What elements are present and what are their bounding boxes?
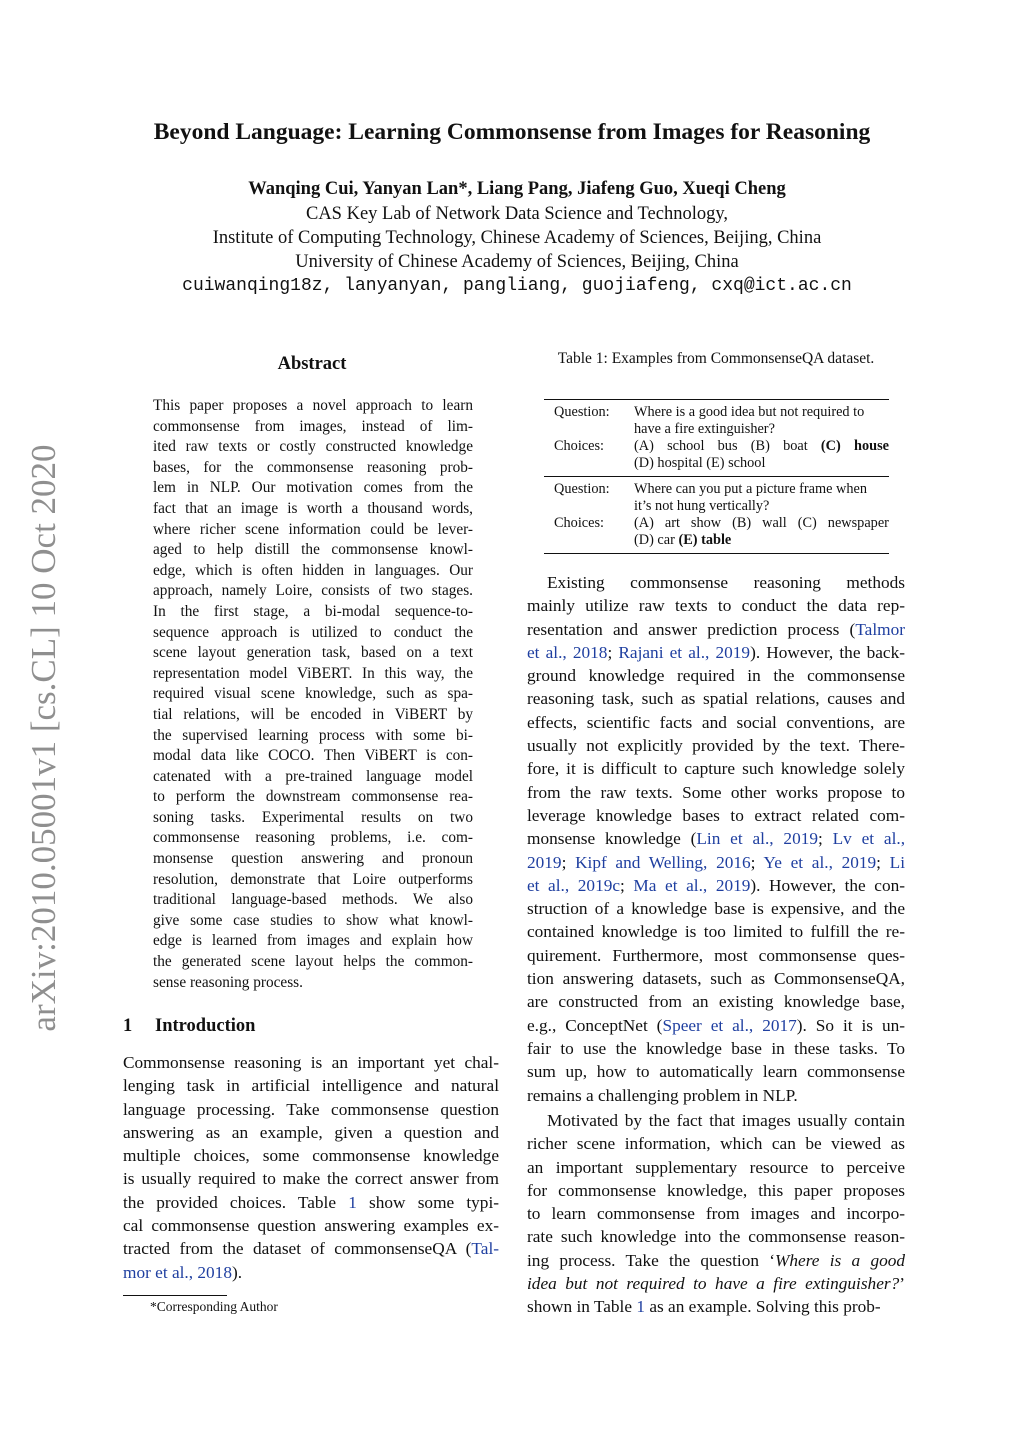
text-line: sequence approach is utilized to conduct the	[153, 623, 473, 641]
section-title: Introduction	[155, 1016, 256, 1036]
choice-token: school	[667, 438, 705, 454]
text-line: scene layout generation task, based on a text	[153, 644, 473, 662]
text-run	[569, 876, 578, 895]
text-line	[123, 1074, 499, 1097]
table-example	[544, 400, 889, 476]
text-line	[123, 1261, 499, 1284]
table-bottom-rule	[544, 553, 889, 554]
citation-link[interactable]: Ye et al.,	[763, 852, 833, 872]
table-row	[544, 404, 889, 438]
text-run: as an example. Solving this prob-	[645, 1297, 881, 1317]
text-run	[707, 853, 716, 872]
text-line	[527, 711, 905, 734]
text-line: In the first stage, a bi-modal sequence-to-	[153, 602, 473, 620]
correct-choice-answer: (E) table	[678, 532, 732, 548]
text-run: multiple choices, some commonsense knowledge	[123, 1146, 499, 1166]
text-run: sum up, how to automatically learn commonsense	[527, 1062, 905, 1082]
citation-link[interactable]: Lin et al.,	[696, 829, 774, 849]
text-line	[123, 1144, 499, 1167]
text-line	[527, 920, 905, 943]
text-line: edge, which is often hidden in languages. Our	[153, 561, 473, 579]
text-run: the provided choices. Table	[123, 1192, 349, 1212]
citation-link[interactable]: 2018	[572, 642, 608, 662]
text-run: ). So it is un-	[796, 1015, 905, 1035]
affiliation-line: University of Chinese Academy of Sciences, Beijing, China	[295, 252, 739, 272]
text-run: richer scene information, which can be viewed as	[527, 1134, 905, 1154]
text-run: ;	[817, 829, 833, 849]
text-run: is usually required to make the correct answer from	[123, 1169, 499, 1189]
citation-link[interactable]: Speer et al.,	[662, 1015, 754, 1035]
choices-text	[634, 515, 889, 549]
text-line	[527, 1156, 905, 1179]
footnote-divider	[123, 1295, 227, 1296]
text-line	[527, 1272, 905, 1295]
text-run: usually not explicitly provided by the text. There-	[527, 736, 905, 756]
text-run: mainly utilize raw texts to conduct the data rep-	[527, 596, 905, 616]
text-run: ).	[231, 1262, 243, 1282]
question-text	[634, 481, 889, 515]
text-run: Motivated by the fact that images usually contain	[547, 1111, 905, 1130]
text-run: effects, scientific facts and social conventions, are	[527, 712, 905, 732]
text-run: tracted from the dataset of commonsenseQA (	[123, 1239, 472, 1259]
text-line	[527, 1179, 905, 1202]
text-line	[527, 1225, 905, 1248]
text-line	[527, 1037, 905, 1060]
text-line	[527, 571, 905, 594]
text-run: lenging task in artificial intelligence and natural	[123, 1076, 499, 1096]
text-line	[123, 1237, 499, 1260]
text-line: sense reasoning process.	[153, 973, 303, 991]
text-line: resolution, demonstrate that Loire outperforms	[153, 870, 473, 888]
correct-choice-answer: house	[854, 438, 889, 454]
text-line	[527, 874, 905, 897]
table-row	[544, 481, 889, 515]
text-line	[527, 687, 905, 710]
text-run: an important supplementary resource to perceive	[527, 1157, 905, 1177]
choices-line	[634, 438, 889, 455]
text-run: answering as an example, given a question and	[123, 1122, 499, 1142]
body-paragraph	[527, 571, 905, 1107]
text-run: shown in Table	[527, 1297, 637, 1317]
text-line: required visual scene knowledge, such as spa-	[153, 685, 473, 703]
text-run: ). However, the con-	[750, 875, 906, 895]
introduction-paragraph	[123, 1051, 499, 1284]
question-line: have a fire extinguisher?	[634, 421, 775, 437]
text-line	[527, 594, 905, 617]
abstract-body	[153, 396, 473, 993]
text-line	[527, 1295, 905, 1318]
text-line	[527, 1014, 905, 1037]
citation-link[interactable]: Lv et al.,	[832, 829, 906, 849]
text-line: aged to help distill the commonsense knowl-	[153, 541, 473, 559]
text-line	[123, 1121, 499, 1144]
citation-link[interactable]: 1	[636, 1297, 645, 1317]
question-line: Where is a good idea but not required to	[634, 404, 865, 420]
text-line	[527, 1109, 905, 1132]
text-line	[527, 944, 905, 967]
citation-link[interactable]: 2018	[197, 1262, 232, 1282]
text-run: leverage knowledge bases to extract related com-	[527, 805, 905, 825]
citation-link[interactable]: 1	[348, 1192, 357, 1212]
citation-link[interactable]: 2019	[783, 829, 818, 849]
text-line	[527, 804, 905, 827]
question-label: Question:	[554, 404, 610, 420]
text-run: ’	[899, 1274, 905, 1294]
text-line	[527, 851, 905, 874]
text-line	[527, 897, 905, 920]
question-line: Where can you put a picture frame when	[634, 481, 868, 497]
choice-token: wall	[762, 515, 787, 531]
text-run: ;	[561, 852, 576, 872]
choice-token: (C)	[797, 515, 817, 531]
choice-token: art	[664, 515, 680, 531]
abstract-heading: Abstract	[277, 354, 347, 374]
question-line: it’s not hung vertically?	[634, 498, 770, 514]
text-line	[527, 1060, 905, 1083]
text-line: edge is learned from images and explain how	[153, 932, 473, 950]
text-line	[527, 1202, 905, 1225]
choice-token: newspaper	[827, 515, 889, 531]
text-run: reasoning task, such as spatial relations, causes and	[527, 689, 905, 709]
text-line: modal data like COCO. Then ViBERT is con-	[153, 747, 473, 765]
affiliation-line: CAS Key Lab of Network Data Science and Technology,	[305, 204, 729, 224]
text-run: tion answering datasets, such as CommonsenseQA,	[527, 969, 905, 989]
text-line: soning tasks. Experimental results on two	[153, 808, 473, 826]
text-line: the generated scene layout helps the common-	[153, 953, 473, 971]
text-run	[753, 1016, 762, 1035]
citation-link[interactable]: Li	[889, 852, 906, 872]
table-caption: Table 1: Examples from CommonsenseQA dataset.	[557, 350, 875, 367]
citation-link[interactable]: 2019	[527, 852, 562, 872]
text-run: language processing. Take commonsense question	[123, 1099, 499, 1119]
citation-link[interactable]: Ma et al.,	[633, 875, 708, 895]
text-run: rate such knowledge into the commonsense reason-	[527, 1227, 905, 1247]
paper-authors: Wanqing Cui, Yanyan Lan*, Liang Pang, Jiafeng Guo, Xueqi Cheng	[248, 179, 786, 199]
choices-line: (D) hospital (E) school	[634, 455, 766, 471]
citation-link[interactable]: 2019c	[577, 875, 621, 895]
text-line	[527, 618, 905, 641]
text-line: approach, namely Loire, consists of two stages.	[153, 582, 473, 600]
emphasized-text: Where is a good	[775, 1250, 906, 1270]
text-line	[123, 1191, 499, 1214]
citation-link[interactable]: mor et al.,	[123, 1262, 194, 1282]
text-run: from the raw texts. Some other works propose to	[527, 782, 905, 802]
text-run	[774, 829, 784, 848]
choice-token: (D) car	[634, 532, 679, 548]
text-run: for commonsense knowledge, this paper proposes	[527, 1180, 905, 1200]
text-line	[123, 1051, 499, 1074]
text-run: fore, it is difficult to capture such knowledge solely	[527, 759, 905, 779]
text-run: quirement. Furthermore, most commonsense ques-	[527, 945, 905, 965]
table-example	[544, 477, 889, 553]
text-line: representation model ViBERT. In this way, the	[153, 664, 473, 682]
text-line	[527, 1132, 905, 1155]
text-line	[123, 1214, 499, 1237]
text-line	[527, 1084, 905, 1107]
text-run: struction of a knowledge base is expensive, and the	[527, 899, 905, 919]
choice-token: show	[690, 515, 722, 531]
citation-link[interactable]: 2019	[715, 875, 751, 895]
question-label: Question:	[554, 481, 610, 497]
citation-link[interactable]: 2019	[841, 852, 877, 872]
text-line	[527, 641, 905, 664]
text-line	[527, 734, 905, 757]
text-line: traditional language-based methods. We also	[153, 891, 473, 909]
text-run: ;	[607, 642, 619, 662]
text-line: where richer scene information could be lever-	[153, 520, 473, 538]
text-line: bases, for the commonsense reasoning prob-	[153, 458, 473, 476]
footnote: *Corresponding Author	[150, 1299, 278, 1314]
choices-line	[634, 515, 889, 532]
choices-label: Choices:	[554, 438, 605, 454]
text-line	[123, 1167, 499, 1190]
table-row	[544, 438, 889, 472]
text-run: ground knowledge required in the commonsense	[527, 666, 905, 686]
citation-link[interactable]: 2019	[715, 642, 751, 662]
section-number: 1	[123, 1016, 133, 1036]
text-run: Commonsense reasoning is an important yet chal-	[123, 1053, 499, 1072]
choice-token: (B)	[750, 438, 770, 454]
text-line: commonsense reasoning problems, i.e. com-	[153, 829, 473, 847]
text-run	[707, 876, 716, 895]
text-run: cal commonsense question answering examples ex-	[123, 1216, 499, 1236]
choices-text	[634, 438, 889, 472]
choices-line	[634, 532, 889, 549]
text-line: to perform the downstream commonsense rea-	[153, 788, 473, 806]
correct-choice-marker: (C)	[820, 438, 841, 454]
citation-link[interactable]: 2016	[716, 852, 751, 872]
text-line: catenated with a pre-trained language model	[153, 767, 473, 785]
paper-title: Beyond Language: Learning Commonsense from Images for Reasoning	[153, 119, 871, 145]
text-line	[527, 990, 905, 1013]
text-line	[527, 757, 905, 780]
text-line: ited raw texts or costly constructed knowledge	[153, 438, 473, 456]
citation-link[interactable]: 2017	[762, 1015, 797, 1035]
qa-examples-table	[544, 399, 889, 554]
text-run: ing process. Take the question ‘	[527, 1250, 776, 1270]
text-run: ). However, the back-	[750, 642, 905, 662]
text-run	[833, 853, 842, 872]
text-line	[527, 827, 905, 850]
question-text	[634, 404, 889, 438]
text-line: This paper proposes a novel approach to learn	[153, 397, 473, 414]
author-emails: cuiwanqing18z, lanyanyan, pangliang, guojiafeng, cxq@ict.ac.cn	[182, 276, 852, 296]
emphasized-text: idea but not required to have a fire extinguisher?	[527, 1274, 900, 1294]
citation-link[interactable]: Rajani et al.,	[618, 642, 710, 662]
citation-link[interactable]: et al.,	[527, 642, 567, 662]
body-paragraph	[527, 1109, 905, 1319]
text-run: ;	[620, 875, 634, 895]
text-run: show some typi-	[356, 1192, 499, 1212]
choice-token: bus	[717, 438, 738, 454]
citation-link[interactable]: Talmor	[855, 619, 905, 639]
text-run: remains a challenging problem in NLP.	[527, 1085, 798, 1105]
citation-link[interactable]: Tal-	[471, 1239, 499, 1259]
citation-link[interactable]: Kipf and Welling,	[575, 852, 708, 872]
text-line: tial relations, will be encoded in ViBERT by	[153, 705, 473, 723]
text-run: are constructed from an existing knowledge base,	[527, 992, 905, 1012]
text-run: ;	[876, 852, 890, 872]
text-line	[527, 664, 905, 687]
text-run: to learn commonsense from images and incorpo-	[527, 1204, 905, 1224]
text-line	[527, 967, 905, 990]
text-run: contained knowledge is too limited to fulfill the re-	[527, 922, 905, 942]
text-line	[527, 781, 905, 804]
choices-label: Choices:	[554, 515, 605, 531]
text-run: Existing commonsense reasoning methods	[547, 573, 905, 592]
table-row	[544, 515, 889, 549]
text-line: the supervised learning process with some bi-	[153, 726, 473, 744]
text-run: ;	[750, 852, 764, 872]
text-line: fact that an image is worth a thousand words,	[153, 499, 473, 517]
choice-token: (B)	[732, 515, 752, 531]
section-heading-introduction	[123, 1013, 255, 1039]
text-run: fair to use the knowledge base in these tasks. To	[527, 1038, 905, 1058]
choice-token: (A)	[634, 515, 654, 531]
affiliation-line: Institute of Computing Technology, Chinese Academy of Sciences, Beijing, China	[212, 228, 822, 248]
text-run: resentation and answer prediction process (	[527, 619, 856, 639]
text-line: commonsense from images, instead of lim-	[153, 417, 473, 435]
choice-token: (A)	[634, 438, 654, 454]
text-line	[123, 1098, 499, 1121]
text-line: monsense question answering and pronoun	[153, 850, 473, 868]
text-line: lem in NLP. Our motivation comes from the	[153, 479, 473, 497]
choice-token: boat	[783, 438, 808, 454]
text-line: give some case studies to show what knowl-	[153, 911, 473, 929]
arxiv-identifier-stamp: arXiv:2010.05001v1 [cs.CL] 10 Oct 2020	[24, 444, 63, 1032]
text-line	[527, 1249, 905, 1272]
text-run: e.g., ConceptNet (	[527, 1015, 663, 1035]
text-run: monsense knowledge (	[527, 829, 697, 849]
citation-link[interactable]: et al.,	[527, 875, 570, 895]
